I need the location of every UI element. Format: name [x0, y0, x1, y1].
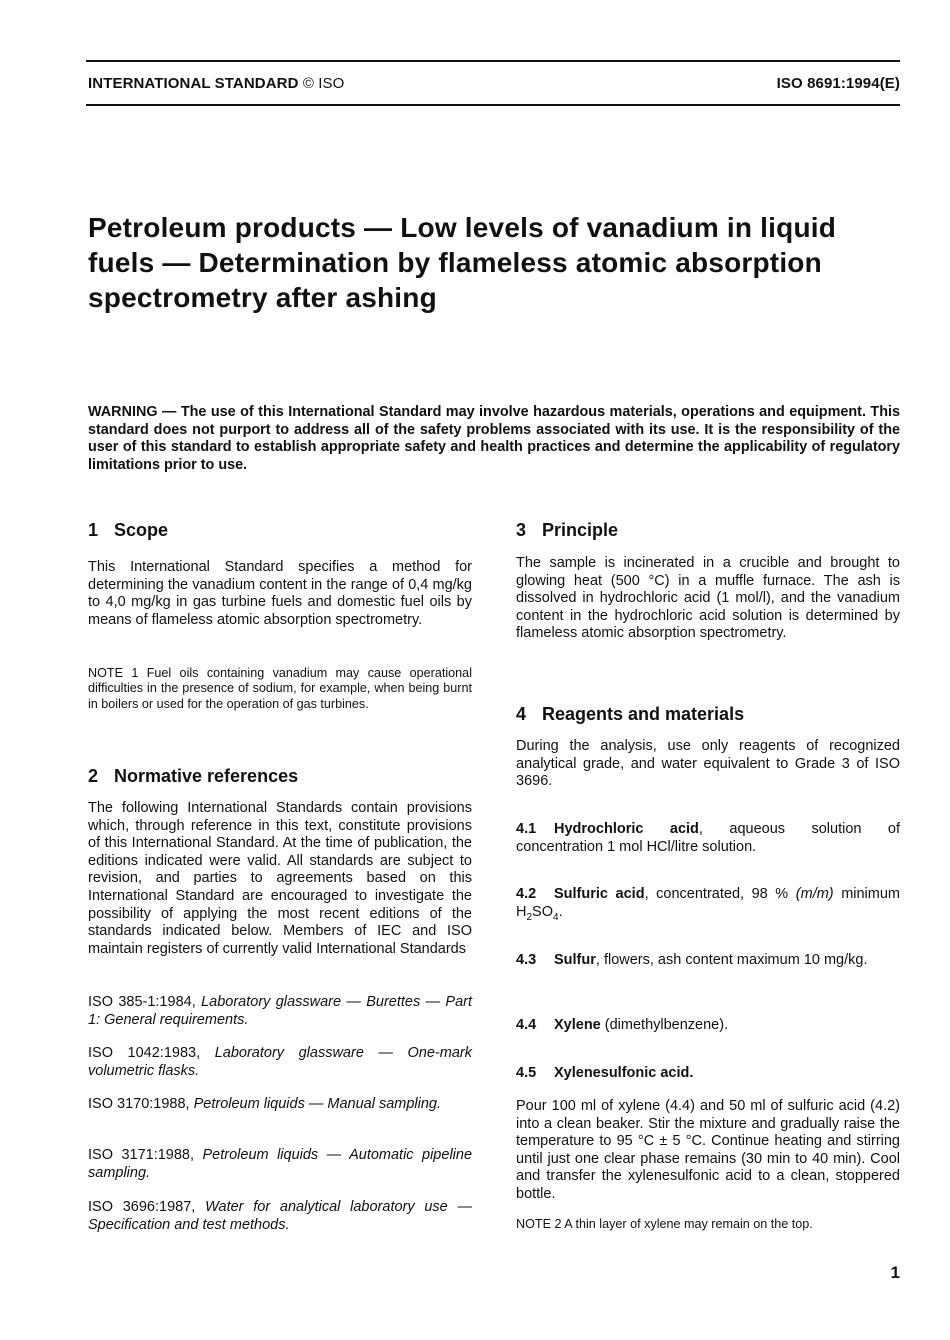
section-principle [516, 518, 900, 542]
reference-title: Water for analytical laboratory use — Specification and test methods. [88, 1199, 473, 1233]
reagents-note: NOTE 2 A thin layer of xylene may remain on the top. [516, 1217, 813, 1231]
xylenesulfonic-procedure: Pour 100 ml of xylene (4.4) and 50 ml of sulfuric acid (4.2) into a clean beaker. Stir the mixture and gradually raise the temperature to 95 °C ± 5 °C. Continue heating and stirring until just one clear phase remains (30 min to 40 min). Cool and transfer the xylenesulfonic acid to a clean, stoppered bottle. [516, 1098, 900, 1202]
header-standard-number: ISO 8691:1994(E) [776, 75, 900, 92]
reference-code: ISO 3170:1988, [88, 1096, 190, 1112]
normative-text: The following International Standards contain provisions which, through reference in this text, constitute provisions of this International Standard. At the time of publication, the editions indicated were valid. All standards are subject to revision, and parties to agreements based on this International Standard are encouraged to investigate the possibility of applying the most recent editions of the standards indicated below. Members of IEC and ISO maintain registers of currently valid International Standards [88, 800, 472, 957]
section-normative [88, 764, 472, 788]
reference-item [88, 1147, 472, 1182]
reference-title: Laboratory glassware — Burettes — Part 1: General requirements. [88, 994, 472, 1028]
reference-code: ISO 3696:1987, [88, 1199, 196, 1215]
subscript: 2 [526, 911, 533, 923]
reference-item [88, 1045, 472, 1080]
section-heading-scope [88, 518, 472, 542]
section-number: 4 [516, 704, 527, 724]
reagents-text: During the analysis, use only reagents of recognized analytical grade, and water equivalent to Grade 3 of ISO 3696. [516, 738, 900, 790]
item-name: Hydrochloric acid [554, 821, 699, 837]
header-top-rule [86, 60, 900, 62]
reference-code: ISO 385-1:1984, [88, 994, 196, 1010]
scope-text: This International Standard specifies a method for determining the vanadium content in the range of 0,4 mg/kg to 4,0 mg/kg in gas turbine fuels and domestic fuel oils by means of flameless atomic absorption spectrometry. [88, 559, 472, 628]
reagent-item-4-2 [516, 886, 900, 926]
item-number: 4.2 [516, 886, 537, 902]
header-standard-label [88, 75, 344, 92]
item-description: , flowers, ash content maximum 10 mg/kg. [595, 952, 868, 968]
header-copyright: © ISO [302, 75, 345, 92]
section-number: 1 [88, 520, 99, 540]
header-standard-type: INTERNATIONAL STANDARD [88, 75, 299, 92]
item-number: 4.3 [516, 952, 537, 968]
section-title: Scope [114, 520, 169, 540]
item-name: Sulfuric acid [554, 886, 645, 902]
section-heading-normative [88, 764, 472, 788]
section-heading-reagents [516, 702, 900, 726]
item-name: Xylene [554, 1017, 601, 1033]
item-name: Xylenesulfonic acid. [554, 1065, 694, 1081]
subscript: 4 [553, 911, 559, 923]
document-title: Petroleum products — Low levels of vanadium in liquid fuels — Determination by flameless atomic absorption spectrometry after ashing [88, 212, 837, 313]
item-mass-fraction: (m/m) [795, 886, 834, 902]
reference-item [88, 1096, 472, 1114]
section-title: Principle [542, 520, 619, 540]
reagent-item-4-4 [516, 1017, 900, 1035]
principle-text: The sample is incinerated in a crucible and brought to glowing heat (500 °C) in a muffle furnace. The ash is dissolved in hydrochloric acid (1 mol/l), and the vanadium content in the hydrochloric acid solution is determined by flameless atomic absorption spectrometry. [516, 555, 900, 642]
section-reagents [516, 702, 900, 726]
reference-item [88, 1199, 472, 1234]
section-number: 3 [516, 520, 527, 540]
page-number: 1 [890, 1263, 900, 1282]
section-number: 2 [88, 766, 99, 786]
reagent-item-4-1 [516, 821, 900, 856]
section-title: Reagents and materials [542, 704, 745, 724]
header-bottom-rule [86, 104, 900, 106]
reagent-item-4-3 [516, 952, 900, 970]
section-scope [88, 518, 472, 542]
item-description: , aqueous solution of concentration 1 mol HCl/litre solution. [516, 821, 900, 855]
reference-title: Laboratory glassware — One-mark volumetric flasks. [88, 1045, 472, 1079]
reference-item [88, 994, 472, 1029]
formula-part: SO [532, 903, 553, 920]
reference-code: ISO 3171:1988, [88, 1147, 195, 1163]
item-end: . [558, 903, 563, 920]
item-number: 4.5 [516, 1065, 537, 1081]
scope-note: NOTE 1 Fuel oils containing vanadium may cause operational difficulties in the presence of sodium, for example, when being burnt in boilers or used for the operation of gas turbines. [88, 666, 472, 711]
item-description: , concentrated, 98 % [644, 886, 796, 902]
reference-title: Petroleum liquids — Automatic pipeline sampling. [88, 1147, 473, 1181]
item-description-cont: minimum H [516, 886, 901, 920]
warning-paragraph: WARNING — The use of this International Standard may involve hazardous materials, operations and equipment. This standard does not purport to address all of the safety problems associated with its use. It is the responsibility of the user of this standard to establish appropriate safety and health practices and determine the applicability of regulatory limitations prior to use. [88, 404, 900, 473]
item-number: 4.4 [516, 1017, 537, 1033]
reagent-item-4-5 [516, 1065, 900, 1083]
section-title: Normative references [114, 766, 299, 786]
item-description: (dimethylbenzene). [600, 1017, 729, 1033]
reference-code: ISO 1042:1983, [88, 1045, 201, 1061]
item-name: Sulfur [554, 952, 596, 968]
item-number: 4.1 [516, 821, 537, 837]
reference-title: Petroleum liquids — Manual sampling. [193, 1096, 442, 1112]
section-heading-principle [516, 518, 900, 542]
